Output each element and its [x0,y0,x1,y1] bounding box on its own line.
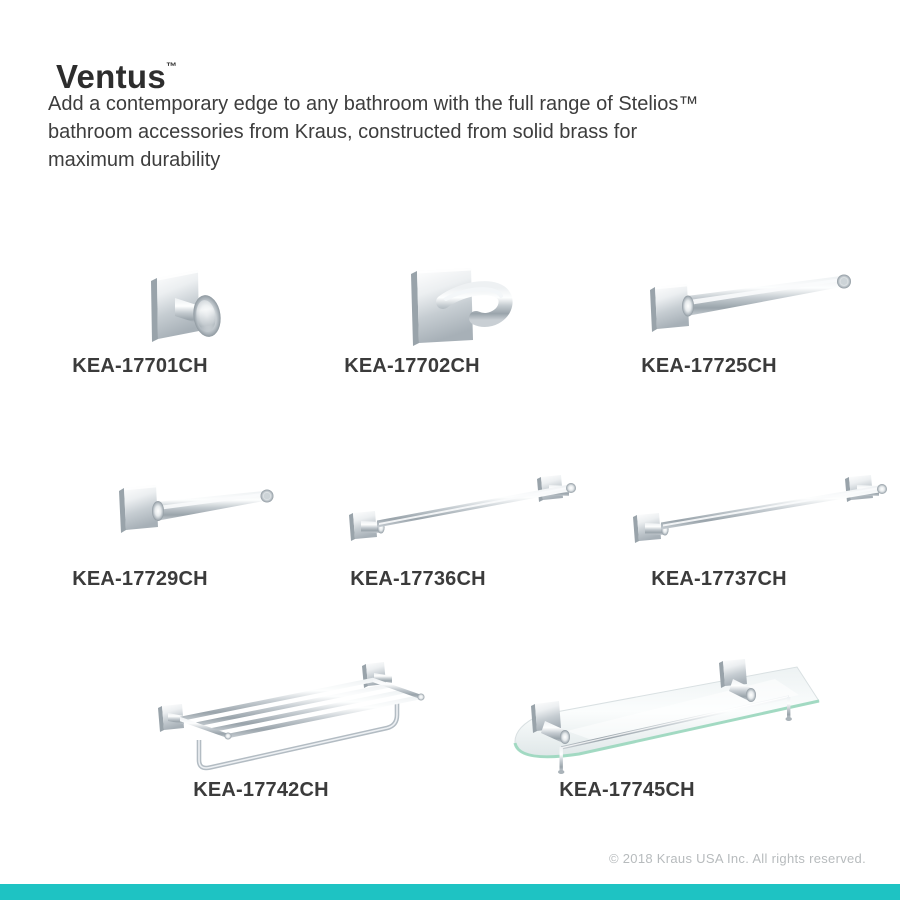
accent-bar [0,884,900,900]
product-towel-rack [150,656,440,791]
product-model-label: KEA-17736CH [350,568,486,590]
towel-rack-image [150,656,440,791]
description-line: maximum durability [48,149,221,171]
product-paper-holder [118,476,293,561]
product-model-label: KEA-17742CH [193,779,329,801]
brand-name: Ventus [56,58,167,96]
product-towel-ring-bar [645,264,860,354]
description-line: Add a contemporary edge to any bathroom with the full range of Stelios™ [48,93,699,115]
product-model-label: KEA-17702CH [344,355,480,377]
product-model-label: KEA-17737CH [651,568,787,590]
product-model-label: KEA-17745CH [559,779,695,801]
copyright-text: © 2018 Kraus USA Inc. All rights reserved. [608,851,866,866]
description-line: bathroom accessories from Kraus, constructed from solid brass for [48,121,638,143]
product-robe-hook [135,261,245,361]
robe-hook-image [135,261,245,361]
towel-bar-long-image [633,469,893,564]
product-model-label: KEA-17701CH [72,355,208,377]
page-description [48,90,698,174]
double-robe-hook-image [405,261,535,361]
product-model-label: KEA-17729CH [72,568,208,590]
trademark-symbol: ™ [166,61,178,74]
product-double-robe-hook [405,261,535,361]
product-model-label: KEA-17725CH [641,355,777,377]
towel-bar-image [345,471,585,566]
towel-ring-bar-image [645,264,860,354]
product-towel-bar-long [633,469,893,564]
product-towel-bar [345,471,585,566]
paper-holder-image [118,476,293,561]
